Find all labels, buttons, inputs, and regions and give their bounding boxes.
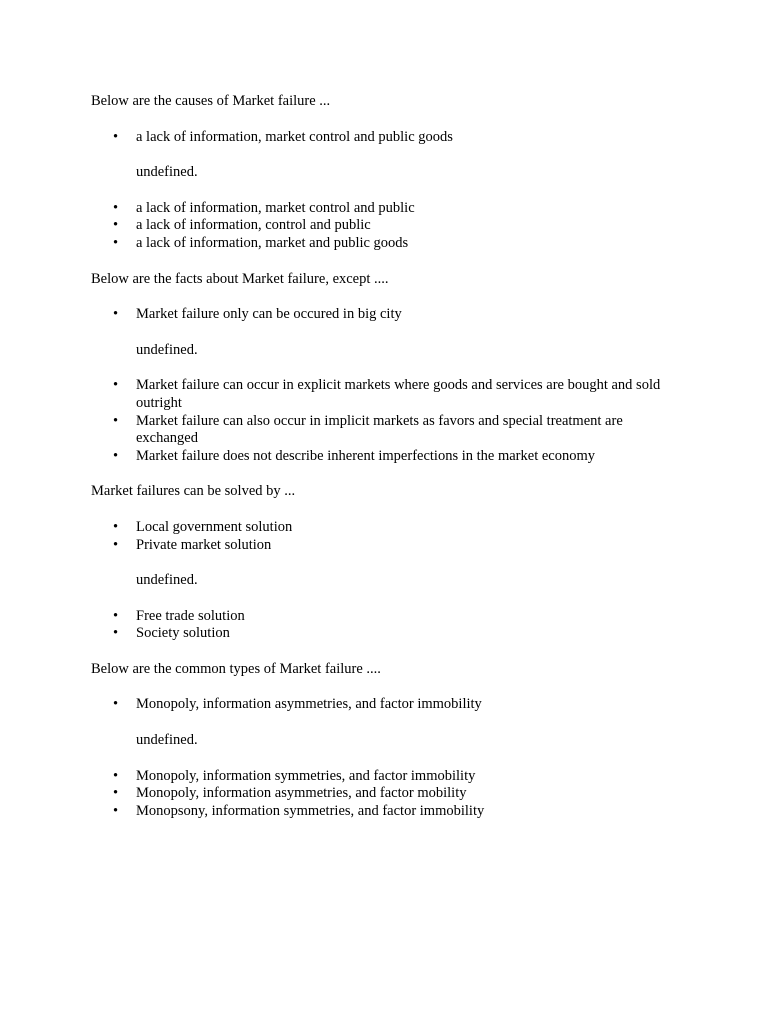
option-list: [91, 200, 671, 253]
question-4: [91, 661, 671, 821]
option-item: • Private market solution: [136, 537, 671, 555]
option-item: • Market failure can also occur in implicit markets as favors and special treatment are exchanged: [136, 413, 671, 448]
answer-text: undefined.: [136, 164, 198, 181]
answer-text: undefined.: [136, 341, 198, 358]
option-list: [91, 129, 671, 147]
option-item: • a lack of information, market control and public goods: [136, 129, 671, 147]
option-item: • Monopsony, information symmetries, and factor immobility: [136, 803, 671, 821]
option-item: • Monopoly, information asymmetries, and factor mobility: [136, 785, 671, 803]
question-1: [91, 93, 671, 253]
option-item: • Market failure only can be occured in big city: [136, 306, 671, 324]
option-list: [91, 377, 671, 465]
option-item: • Market failure can occur in explicit markets where goods and services are bought and sold outright: [136, 377, 671, 412]
option-list: [91, 519, 671, 554]
option-item: • Monopoly, information asymmetries, and factor immobility: [136, 696, 671, 714]
option-item: • Free trade solution: [136, 608, 671, 626]
option-list: [91, 306, 671, 324]
document-page: [91, 93, 671, 838]
answer-text: undefined.: [136, 572, 198, 589]
question-text: Market failures can be solved by ...: [91, 483, 296, 500]
option-list: [91, 696, 671, 714]
question-2: [91, 271, 671, 466]
answer-text: undefined.: [136, 732, 198, 749]
question-text: Below are the common types of Market failure ....: [91, 660, 381, 677]
option-item: • Local government solution: [136, 519, 671, 537]
question-3: [91, 483, 671, 643]
option-item: • a lack of information, market and public goods: [136, 235, 671, 253]
option-item: • a lack of information, control and public: [136, 217, 671, 235]
option-item: • Market failure does not describe inherent imperfections in the market economy: [136, 448, 671, 466]
option-list: [91, 768, 671, 821]
option-list: [91, 608, 671, 643]
question-text: Below are the causes of Market failure ...: [91, 93, 331, 109]
option-item: • Monopoly, information symmetries, and factor immobility: [136, 768, 671, 786]
question-text: Below are the facts about Market failure, except ....: [91, 270, 389, 287]
option-item: • Society solution: [136, 625, 671, 643]
option-item: • a lack of information, market control and public: [136, 200, 671, 218]
